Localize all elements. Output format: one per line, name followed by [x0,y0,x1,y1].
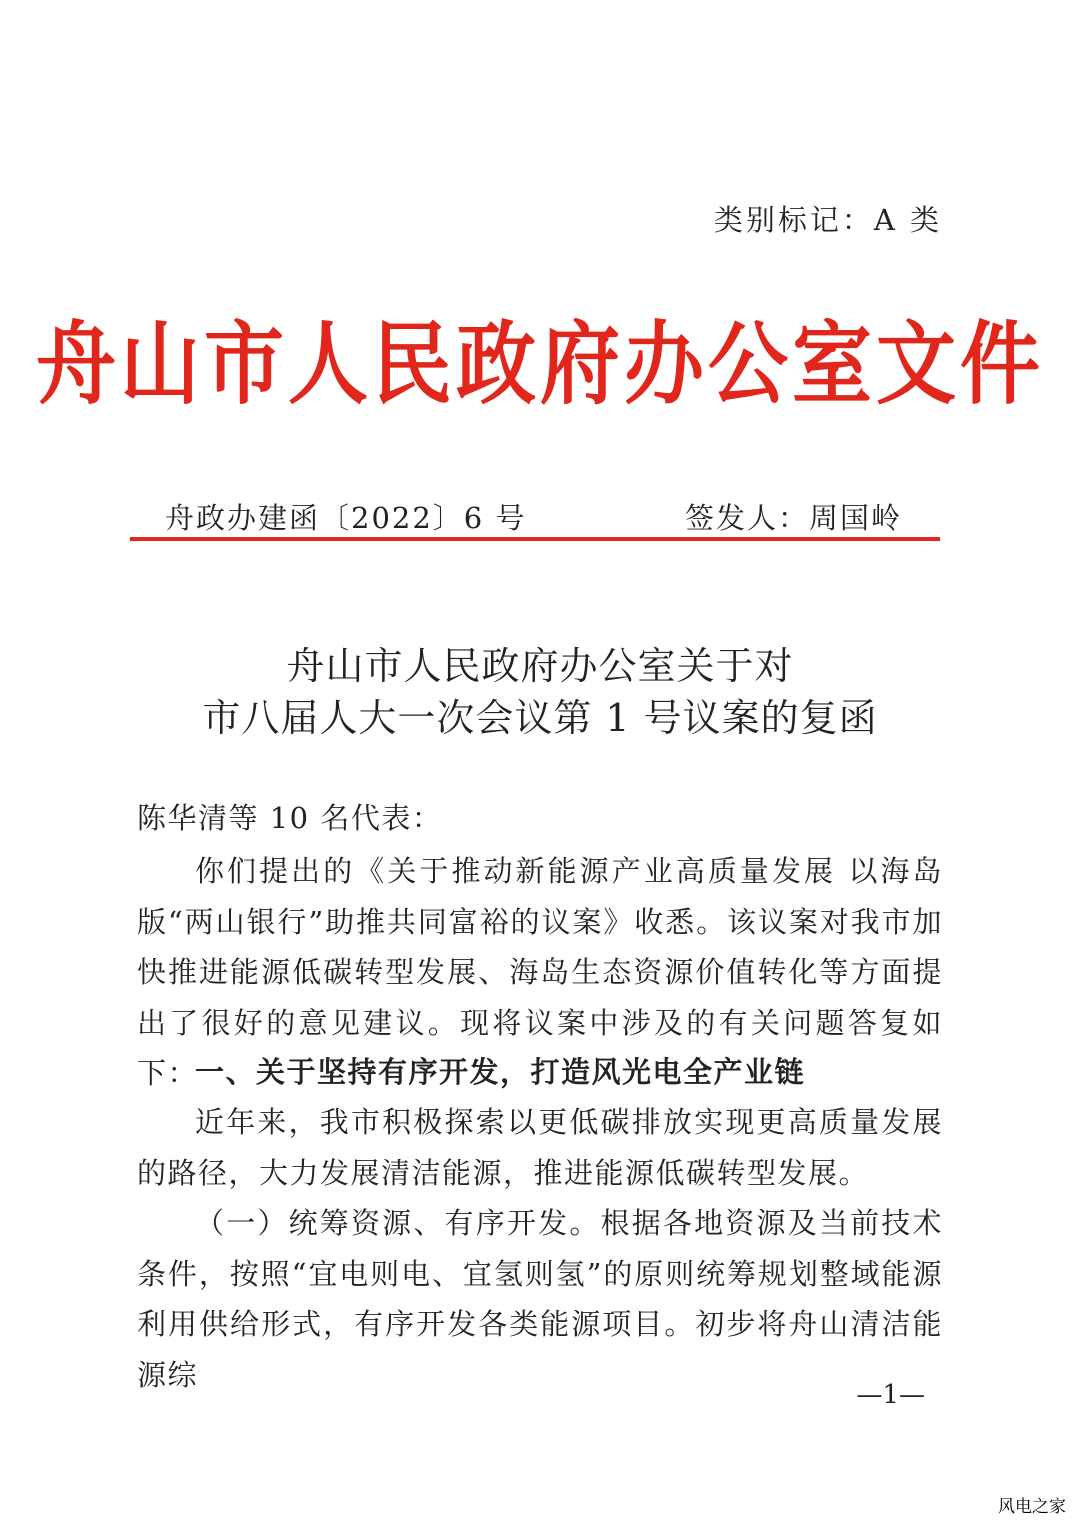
document-number: 舟政办建函〔2022〕6 号 [165,501,527,535]
paragraph-3 [137,1198,943,1400]
page-number: —1— [856,1380,925,1410]
red-separator-line [130,537,940,541]
paragraph-1: 你们提出的《关于推动新能源产业高质量发展 以海岛版“两山银行”助推共同富裕的议案》收悉。该议案对我市加快推进能源低碳转型发展、海岛生态资源价值转化等方面提出了很好的意见建议。现将议案中涉及的有关问题答复如下： [137,854,943,1090]
title-line-1: 舟山市人民政府办公室关于对 [286,644,794,688]
masthead-title: 舟山市人民政府办公室文件 [36,311,1044,417]
section-heading-1: 一、关于坚持有序开发，打造风光电全产业链 [195,1055,806,1089]
paragraph-3-text: 根据各地资源及当前技术条件，按照“宜电则电、宜氢则氢”的原则统筹规划整域能源利用供给形式，有序开发各类能源项目。初步将舟山清洁能源综 [137,1206,943,1392]
paragraph-2: 近年来，我市积极探索以更低碳排放实现更高质量发展的路径，大力发展清洁能源，推进能源低碳转型发展。 [137,1105,943,1190]
signer: 签发人：周国岭 [684,501,902,535]
document-title [0,640,1080,744]
salutation: 陈华清等 10 名代表： [137,801,443,835]
paragraph-3-lead: （一）统筹资源、有序开发。 [195,1206,601,1240]
category-mark: 类别标记：A 类 [713,203,942,237]
title-line-2: 市八届人大一次会议第 1 号议案的复函 [202,696,878,740]
watermark-label: 风电之家 [998,1497,1066,1517]
